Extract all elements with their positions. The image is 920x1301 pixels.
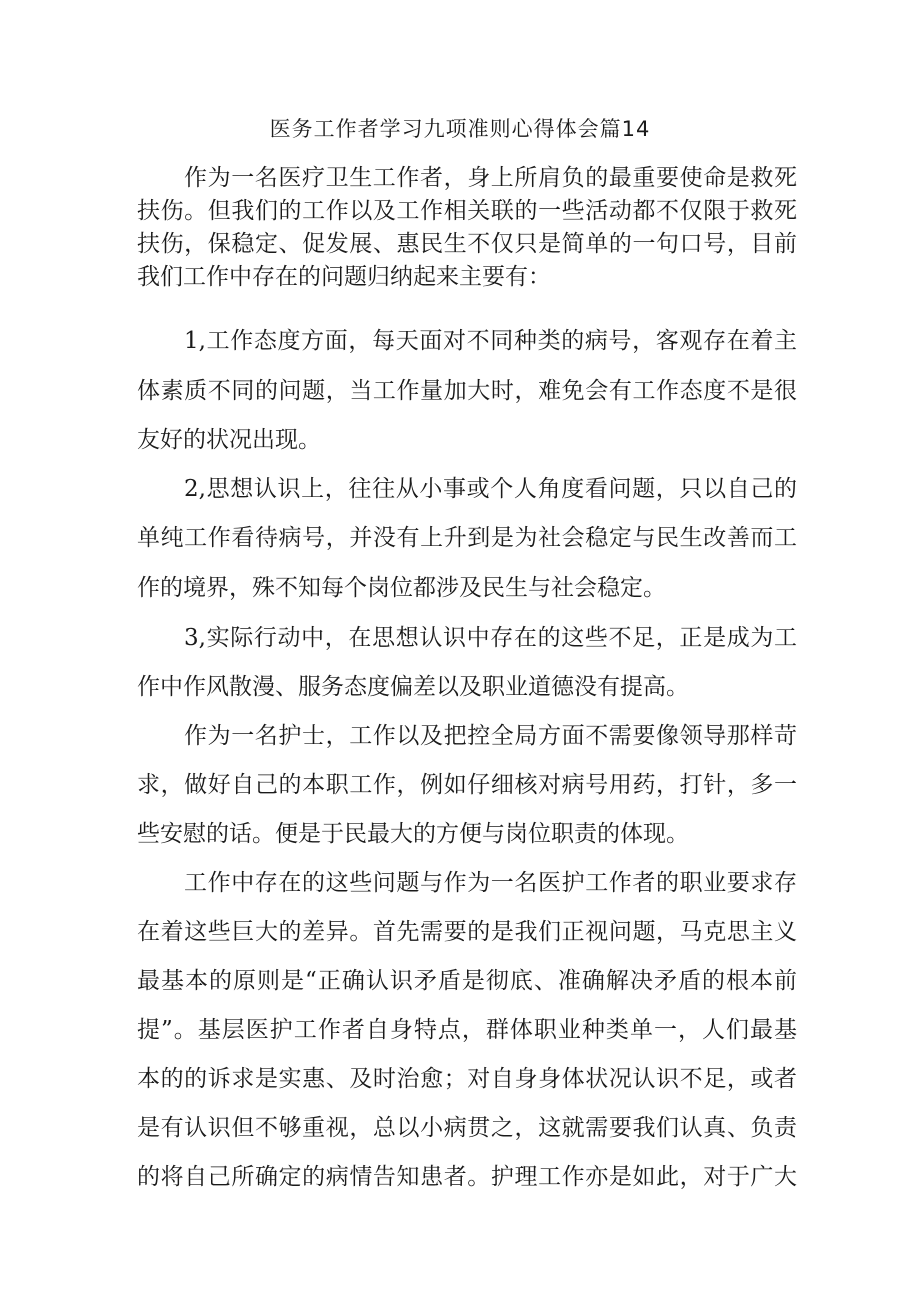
paragraph-5-line-2: 求，做好自己的本职工作，例如仔细核对病号用药，打针，多一: [137, 772, 797, 798]
paragraph-2-line-3: 友好的状况出现。: [137, 427, 321, 453]
paragraph-3-line-3: 作的境界，殊不知每个岗位都涉及民生与社会稳定。: [137, 575, 666, 601]
paragraph-2-line-2: 体素质不同的问题，当工作量加大时，难免会有工作态度不是很: [137, 378, 797, 404]
paragraph-1-line-1: 作为一名医疗卫生工作者，身上所肩负的最重要使命是救死: [184, 165, 797, 191]
paragraph-5-line-1: 作为一名护士，工作以及把控全局方面不需要像领导那样苛: [184, 723, 797, 749]
paragraph-6-line-7: 的将自己所确定的病情告知患者。护理工作亦是如此，对于广大: [137, 1164, 797, 1190]
paragraph-6-line-6: 是有认识但不够重视，总以小病贯之，这就需要我们认真、负责: [137, 1115, 797, 1141]
document-title: 医务工作者学习九项准则心得体会篇14: [269, 117, 651, 141]
paragraph-1-line-2: 扶伤。但我们的工作以及工作相关联的一些活动都不仅限于救死: [137, 198, 797, 224]
paragraph-6-line-5: 本的的诉求是实惠、及时治愈；对自身身体状况认识不足，或者: [137, 1066, 797, 1092]
paragraph-6-line-3: 最基本的原则是“正确认识矛盾是彻底、准确解决矛盾的根本前: [137, 968, 797, 994]
paragraph-2-line-1: 1,工作态度方面，每天面对不同种类的病号，客观存在着主: [184, 328, 797, 354]
paragraph-6-line-2: 在着这些巨大的差异。首先需要的是我们正视问题，马克思主义: [137, 919, 797, 945]
paragraph-4-line-1: 3,实际行动中，在思想认识中存在的这些不足，正是成为工: [184, 625, 797, 651]
paragraph-6-line-1: 工作中存在的这些问题与作为一名医护工作者的职业要求存: [184, 870, 797, 896]
paragraph-1-line-3: 扶伤，保稳定、促发展、惠民生不仅只是简单的一句口号，目前: [137, 231, 797, 257]
paragraph-3-line-2: 单纯工作看待病号，并没有上升到是为社会稳定与民生改善而工: [137, 525, 797, 551]
paragraph-3-line-1: 2,思想认识上，往往从小事或个人角度看问题，只以自己的: [184, 476, 797, 502]
paragraph-5-line-3: 些安慰的话。便是于民最大的方便与岗位职责的体现。: [137, 821, 689, 847]
paragraph-6-line-4: 提”。基层医护工作者自身特点，群体职业种类单一，人们最基: [137, 1017, 797, 1043]
paragraph-4-line-2: 作中作风散漫、服务态度偏差以及职业道德没有提高。: [137, 674, 689, 700]
paragraph-1-line-4: 我们工作中存在的问题归纳起来主要有：: [137, 264, 551, 290]
